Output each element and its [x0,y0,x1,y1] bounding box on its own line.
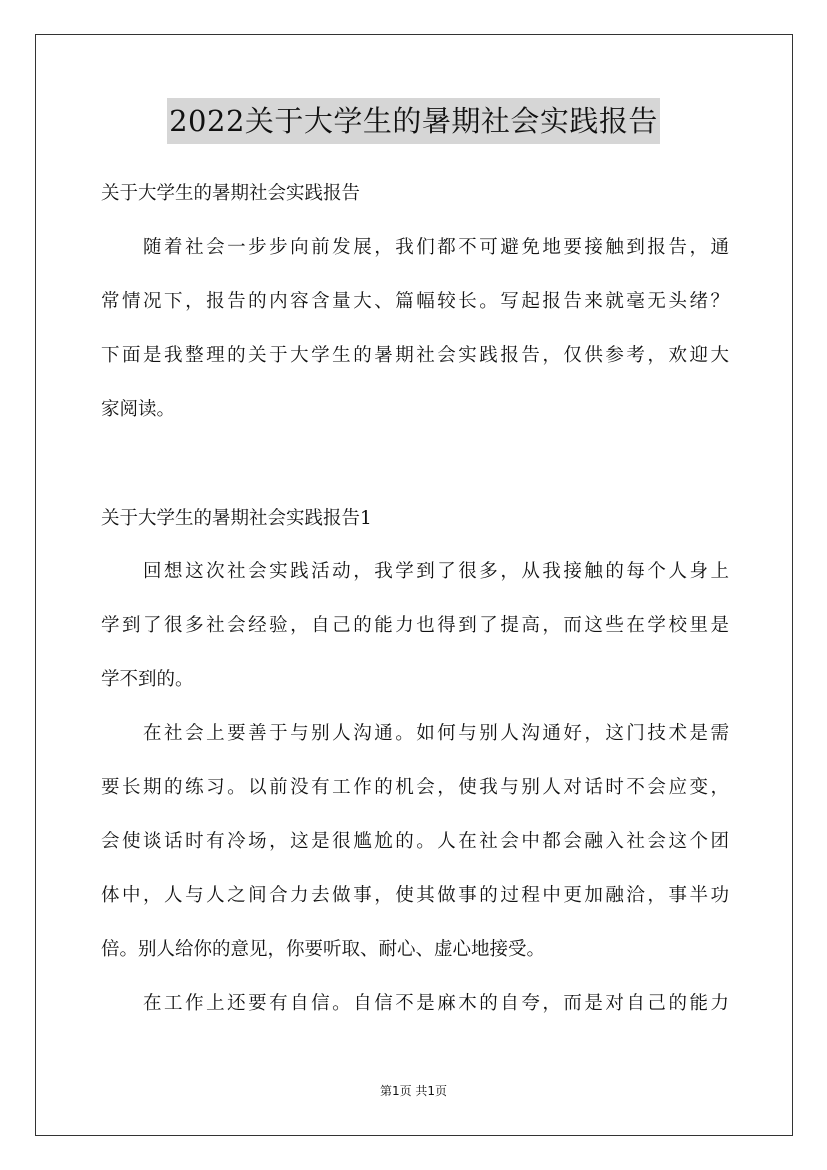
section-heading: 关于大学生的暑期社会实践报告 [101,183,361,204]
paragraph-line: 学不到的。 [101,669,194,690]
paragraph-line: 会使谈话时有冷场，这是很尴尬的。人在社会中都会融入社会这个团 [101,831,729,852]
paragraph-line: 随着社会一步步向前发展，我们都不可避免地要接触到报告，通 [101,237,729,258]
paragraph-line: 学到了很多社会经验，自己的能力也得到了提高，而这些在学校里是 [101,615,729,636]
paragraph-line: 要长期的练习。以前没有工作的机会，使我与别人对话时不会应变， [101,777,729,798]
paragraph-line: 体中，人与人之间合力去做事，使其做事的过程中更加融洽，事半功 [101,885,729,906]
title-container [0,98,827,144]
section-heading: 关于大学生的暑期社会实践报告1 [101,508,372,529]
paragraph-line: 倍。别人给你的意见，你要听取、耐心、虚心地接受。 [101,939,546,960]
paragraph-line: 在社会上要善于与别人沟通。如何与别人沟通好，这门技术是需 [101,723,729,744]
page-number: 第1页 共1页 [379,1084,448,1098]
paragraph-line: 下面是我整理的关于大学生的暑期社会实践报告，仅供参考，欢迎大 [101,345,729,366]
paragraph-line: 家阅读。 [101,399,176,420]
paragraph-line: 回想这次社会实践活动，我学到了很多，从我接触的每个人身上 [101,561,729,582]
paragraph-line: 在工作上还要有自信。自信不是麻木的自夸，而是对自己的能力 [101,993,729,1014]
paragraph-line: 常情况下，报告的内容含量大、篇幅较长。写起报告来就毫无头绪？ [101,291,729,312]
document-title: 2022关于大学生的暑期社会实践报告 [167,98,660,144]
